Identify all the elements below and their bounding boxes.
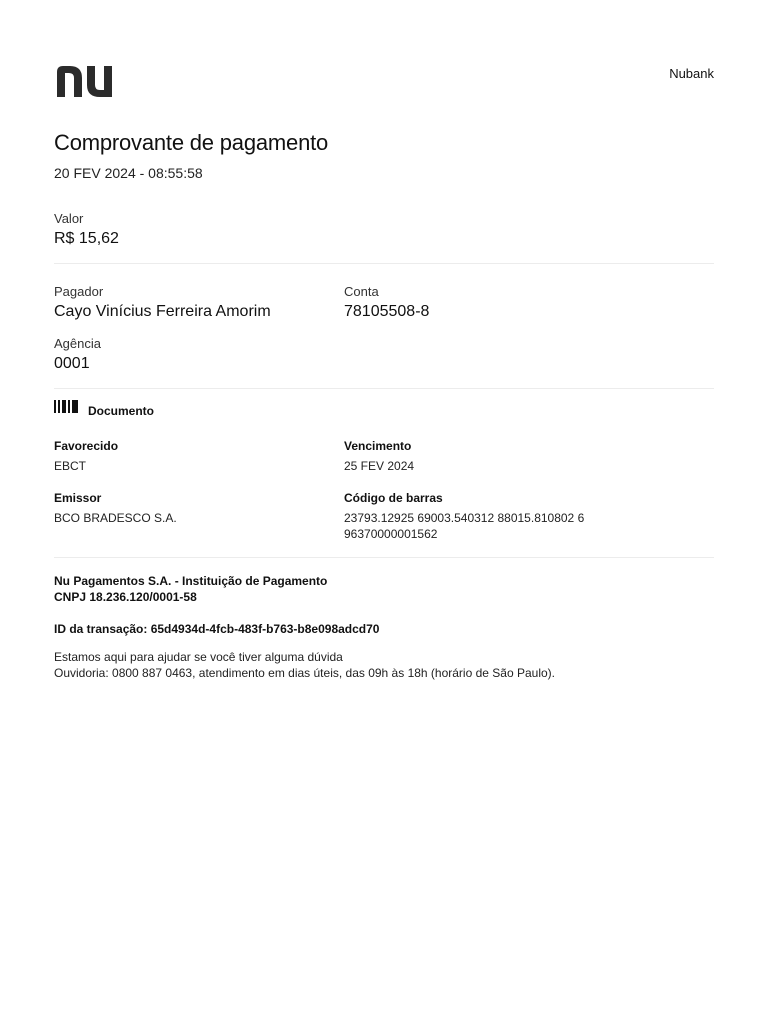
page-title: Comprovante de pagamento	[54, 130, 329, 155]
favorecido-label: Favorecido	[54, 439, 119, 453]
brand-name: Nubank	[669, 66, 714, 81]
agencia-value: 0001	[54, 355, 90, 372]
emissor-value: BCO BRADESCO S.A.	[54, 511, 177, 525]
valor-value: R$ 15,62	[54, 230, 119, 247]
nubank-nu-logo-icon	[54, 64, 118, 98]
barcode-icon	[54, 400, 78, 413]
documento-header	[54, 398, 154, 418]
conta-value: 78105508-8	[344, 303, 430, 320]
vencimento-value: 25 FEV 2024	[344, 459, 415, 473]
transaction-id: ID da transação: 65d4934d-4fcb-483f-b763-b8e098adcd70	[54, 622, 380, 636]
codigo-barras-line2: 96370000001562	[344, 527, 438, 541]
payment-datetime: 20 FEV 2024 - 08:55:58	[54, 165, 203, 181]
favorecido-value: EBCT	[54, 459, 87, 473]
codigo-barras-label: Código de barras	[344, 491, 443, 505]
valor-label: Valor	[54, 211, 84, 226]
help-text: Estamos aqui para ajudar se você tiver alguma dúvida	[54, 650, 343, 664]
agencia-label: Agência	[54, 336, 101, 351]
divider	[54, 388, 714, 389]
codigo-barras-line1: 23793.12925 69003.540312 88015.810802 6	[344, 511, 585, 525]
conta-label: Conta	[344, 284, 379, 299]
divider	[54, 263, 714, 264]
company-cnpj: CNPJ 18.236.120/0001-58	[54, 590, 197, 604]
company-name: Nu Pagamentos S.A. - Instituição de Pagamento	[54, 574, 328, 588]
pagador-label: Pagador	[54, 284, 104, 299]
documento-title: Documento	[88, 404, 154, 418]
divider	[54, 557, 714, 558]
pagador-value: Cayo Vinícius Ferreira Amorim	[54, 303, 271, 320]
ouvidoria-text: Ouvidoria: 0800 887 0463, atendimento em dias úteis, das 09h às 18h (horário de São Paulo).	[54, 666, 555, 680]
emissor-label: Emissor	[54, 491, 102, 505]
vencimento-label: Vencimento	[344, 439, 412, 453]
